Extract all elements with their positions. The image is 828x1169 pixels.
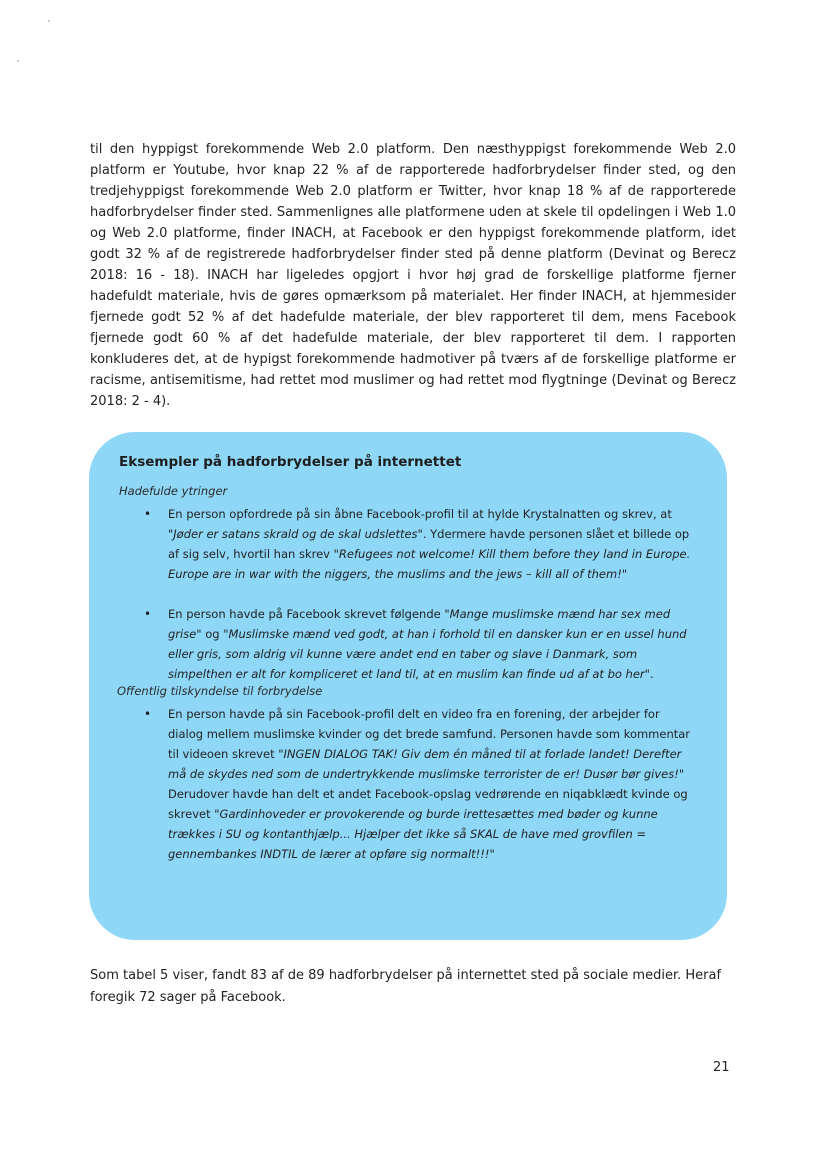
bullet: • <box>144 607 152 621</box>
case-quote: "Muslimske mænd ved godt, at han i forhold til en dansker kun er en ussel hund eller gris, som aldrig vil kunne være andet end en taber og slave i Danmark, som simpelthen er alt for kompliceret et land til, at en muslim kan finde ud af at bo her" <box>168 627 687 681</box>
case-quote: "Gardinhoveder er provokerende og burde irettesættes med bøder og kunne trækkes i SU og kontanthjælp... Hjælper det ikke så SKAL de have med grovfilen = gennembankes INDTIL de lærer at opføre sig normalt!!!" <box>168 807 658 861</box>
case-text: . <box>649 667 654 681</box>
scan-speck <box>17 60 19 62</box>
incitement-list <box>119 704 697 864</box>
case-text: En person havde på sin Facebook-profil delt en video fra en forening, der arbejder for dialog mellem muslimske kvinder og det brede samfund. Personen havde som kommentar til videoen skrevet <box>168 707 691 761</box>
page-number: 21 <box>713 1060 730 1075</box>
case-text: En person havde på Facebook skrevet følgende <box>168 607 445 621</box>
case-continuation <box>168 784 695 864</box>
case-quote: "Refugees not welcome! Kill them before they land in Europe. Europe are in war with the niggers, the muslims and the jews – kill all of them!" <box>168 547 691 581</box>
section-label-incitement: Offentlig tilskyndelse til forbrydelse <box>117 684 323 698</box>
intro-paragraph: til den hyppigst forekommende Web 2.0 platform. Den næsthyppigst forekommende Web 2.0 platform er Youtube, hvor knap 22 % af de rapporterede hadforbrydelser finder sted, og den tredjehyppigst forekommende Web 2.0 platform er Twitter, hvor knap 18 % af de rapporterede hadforbrydelser finder sted. Sammenlignes alle platformene uden at skele til opdelingen i Web 1.0 og Web 2.0 platforme, finder INACH, at Facebook er den hyppigst forekommende platform, idet godt 32 % af de registrerede hadforbrydelser finder sted på denne platform (Devinat og Berecz 2018: 16 - 18). INACH har ligeledes opgjort i hvor høj grad de forskellige platforme fjerner hadefuldt materiale, hvis de gøres opmærksom på materialet. Her finder INACH, at hjemmesider fjernede godt 52 % af det hadefulde materiale, der blev rapporteret til dem, mens Facebook fjernede godt 60 % af det hadefulde materiale, der blev rapporteret til dem. I rapporten konkluderes det, at de hypigst forekommende hadmotiver på tværs af de forskellige platforme er racisme, antisemitisme, had rettet mod muslimer og had rettet mod flygtninge (Devinat og Berecz 2018: 2 - 4). <box>90 142 736 409</box>
examples-box <box>89 432 727 940</box>
bullet: • <box>144 707 152 721</box>
case-text: Derudover havde han delt et andet Facebook-opslag vedrørende en niqabklædt kvinde og skrevet <box>168 787 688 821</box>
list-item <box>119 704 697 864</box>
case-text: og <box>201 627 224 641</box>
case-text: . Ydermere havde personen slået et billede op af sig selv, hvortil han skrev <box>168 527 690 561</box>
list-item <box>119 604 697 684</box>
case-text: En person opfordrede på sin åbne Facebook-profil til at hylde Krystalnatten og skrev, at <box>168 507 672 521</box>
case-quote: "Jøder er satans skrald og de skal udslettes" <box>168 527 423 541</box>
bullet: • <box>144 507 152 521</box>
section-label-hate-speech: Hadefulde ytringer <box>119 484 228 498</box>
case-quote: "Mange muslimske mænd har sex med grise" <box>168 607 671 641</box>
outro-paragraph: Som tabel 5 viser, fandt 83 af de 89 hadforbrydelser på internettet sted på sociale medier. Heraf foregik 72 sager på Facebook. <box>90 968 722 1005</box>
hate-speech-list <box>119 504 697 684</box>
list-item <box>119 504 697 584</box>
scan-speck <box>48 20 50 22</box>
case-quote: "INGEN DIALOG TAK! Giv dem én måned til at forlade landet! Derefter må de skydes ned som de undertrykkende muslimske terrorister de er! Dusør bør gives!" <box>168 747 685 781</box>
box-title: Eksempler på hadforbrydelser på internettet <box>119 454 462 470</box>
